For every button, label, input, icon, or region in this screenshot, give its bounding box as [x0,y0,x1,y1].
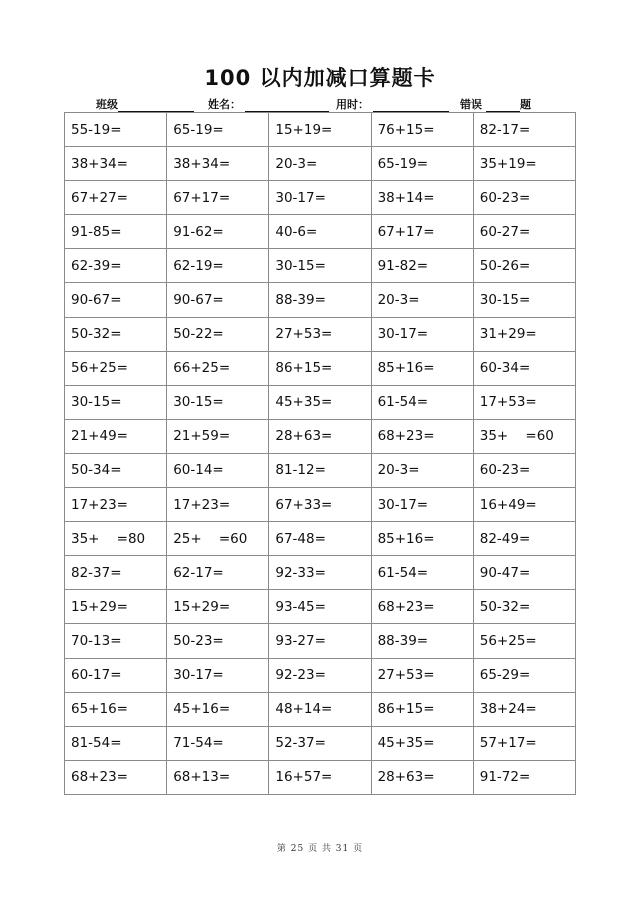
problem-row [65,488,576,522]
problem-cell: 76+15= [371,113,473,147]
page-title: 100 以内加减口算题卡 [204,66,436,90]
problem-cell: 15+29= [65,590,167,624]
problem-cell: 60-17= [65,658,167,692]
problem-cell: 60-23= [473,181,575,215]
problem-row [65,658,576,692]
problem-cell: 45+35= [269,385,371,419]
problem-cell: 30-15= [65,385,167,419]
problem-cell: 27+53= [371,658,473,692]
problem-cell: 68+13= [167,760,269,794]
problem-cell: 62-17= [167,556,269,590]
problem-cell: 66+25= [167,351,269,385]
problem-cell: 31+29= [473,317,575,351]
problem-cell: 70-13= [65,624,167,658]
problem-cell: 16+57= [269,760,371,794]
problem-cell: 67+17= [371,215,473,249]
problem-cell: 82-49= [473,522,575,556]
problem-cell: 86+15= [269,351,371,385]
problem-cell: 91-62= [167,215,269,249]
problem-cell: 61-54= [371,556,473,590]
problem-cell: 45+35= [371,726,473,760]
problem-cell: 35+ =60 [473,419,575,453]
errors-blank[interactable] [486,99,520,112]
problem-row [65,147,576,181]
errors-field [460,96,531,112]
problem-cell: 71-54= [167,726,269,760]
name-label: 姓名： [208,98,241,111]
problem-row [65,726,576,760]
time-field [336,96,449,112]
problem-row [65,181,576,215]
problem-row [65,113,576,147]
problem-cell: 38+14= [371,181,473,215]
problem-cell: 30-17= [269,181,371,215]
class-field [96,96,194,112]
problem-cell: 60-27= [473,215,575,249]
problem-cell: 28+63= [371,760,473,794]
problem-cell: 21+49= [65,419,167,453]
problem-cell: 93-27= [269,624,371,658]
problem-cell: 15+29= [167,590,269,624]
problem-cell: 86+15= [371,692,473,726]
class-blank[interactable] [118,99,194,112]
problem-cell: 82-17= [473,113,575,147]
problem-cell: 35+19= [473,147,575,181]
problem-row [65,385,576,419]
errors-label: 错误 [460,98,482,111]
problem-row [65,692,576,726]
problem-cell: 30-17= [167,658,269,692]
time-label: 用时： [336,98,369,111]
problem-cell: 45+16= [167,692,269,726]
problem-row [65,351,576,385]
problem-cell: 50-32= [65,317,167,351]
problem-cell: 30-15= [167,385,269,419]
problem-row [65,283,576,317]
problem-cell: 30-15= [269,249,371,283]
problem-cell: 85+16= [371,351,473,385]
problem-cell: 67-48= [269,522,371,556]
problem-cell: 52-37= [269,726,371,760]
problem-row [65,419,576,453]
problem-cell: 30-15= [473,283,575,317]
problem-cell: 50-34= [65,453,167,487]
problem-cell: 30-17= [371,317,473,351]
problem-cell: 67+17= [167,181,269,215]
problem-cell: 88-39= [371,624,473,658]
problem-cell: 38+34= [167,147,269,181]
problem-cell: 68+23= [371,590,473,624]
problem-cell: 20-3= [371,453,473,487]
problem-cell: 20-3= [371,283,473,317]
problem-cell: 68+23= [65,760,167,794]
problem-cell: 90-67= [167,283,269,317]
time-blank[interactable] [373,99,449,112]
problem-cell: 82-37= [65,556,167,590]
problem-cell: 17+23= [65,488,167,522]
problem-cell: 68+23= [371,419,473,453]
problem-row [65,522,576,556]
problem-cell: 28+63= [269,419,371,453]
problem-cell: 60-34= [473,351,575,385]
problem-row [65,317,576,351]
problem-cell: 61-54= [371,385,473,419]
problem-cell: 92-33= [269,556,371,590]
problem-cell: 88-39= [269,283,371,317]
problem-cell: 62-19= [167,249,269,283]
problem-row [65,590,576,624]
problem-cell: 50-26= [473,249,575,283]
problem-cell: 90-47= [473,556,575,590]
problem-cell: 90-67= [65,283,167,317]
problem-cell: 15+19= [269,113,371,147]
problem-cell: 65-19= [167,113,269,147]
problem-cell: 60-14= [167,453,269,487]
problem-cell: 55-19= [65,113,167,147]
problem-cell: 91-85= [65,215,167,249]
problem-cell: 65-19= [371,147,473,181]
problem-cell: 67+33= [269,488,371,522]
problem-row [65,624,576,658]
problem-cell: 65-29= [473,658,575,692]
problem-cell: 25+ =60 [167,522,269,556]
problem-cell: 62-39= [65,249,167,283]
problem-cell: 67+27= [65,181,167,215]
problem-cell: 17+53= [473,385,575,419]
problem-cell: 40-6= [269,215,371,249]
problem-cell: 50-32= [473,590,575,624]
problem-cell: 27+53= [269,317,371,351]
problem-cell: 56+25= [65,351,167,385]
problem-cell: 91-82= [371,249,473,283]
problem-cell: 56+25= [473,624,575,658]
problem-cell: 20-3= [269,147,371,181]
problem-cell: 65+16= [65,692,167,726]
problem-cell: 16+49= [473,488,575,522]
problem-cell: 50-23= [167,624,269,658]
problem-cell: 35+ =80 [65,522,167,556]
problem-cell: 38+34= [65,147,167,181]
problem-row [65,556,576,590]
problem-cell: 85+16= [371,522,473,556]
class-label: 班级 [96,98,118,111]
problem-cell: 60-23= [473,453,575,487]
name-field [208,96,329,112]
problem-row [65,453,576,487]
problem-cell: 48+14= [269,692,371,726]
problem-row [65,215,576,249]
problem-cell: 93-45= [269,590,371,624]
problem-cell: 17+23= [167,488,269,522]
problem-cell: 30-17= [371,488,473,522]
problem-cell: 21+59= [167,419,269,453]
problem-row [65,249,576,283]
problem-cell: 81-12= [269,453,371,487]
problem-cell: 50-22= [167,317,269,351]
problem-cell: 91-72= [473,760,575,794]
problem-cell: 81-54= [65,726,167,760]
name-blank[interactable] [245,99,329,112]
problem-row [65,760,576,794]
page-footer: 第 25 页 共 31 页 [276,844,364,854]
problem-cell: 38+24= [473,692,575,726]
problem-grid [64,112,576,795]
problem-cell: 92-23= [269,658,371,692]
errors-suffix: 题 [520,98,531,111]
problem-cell: 57+17= [473,726,575,760]
